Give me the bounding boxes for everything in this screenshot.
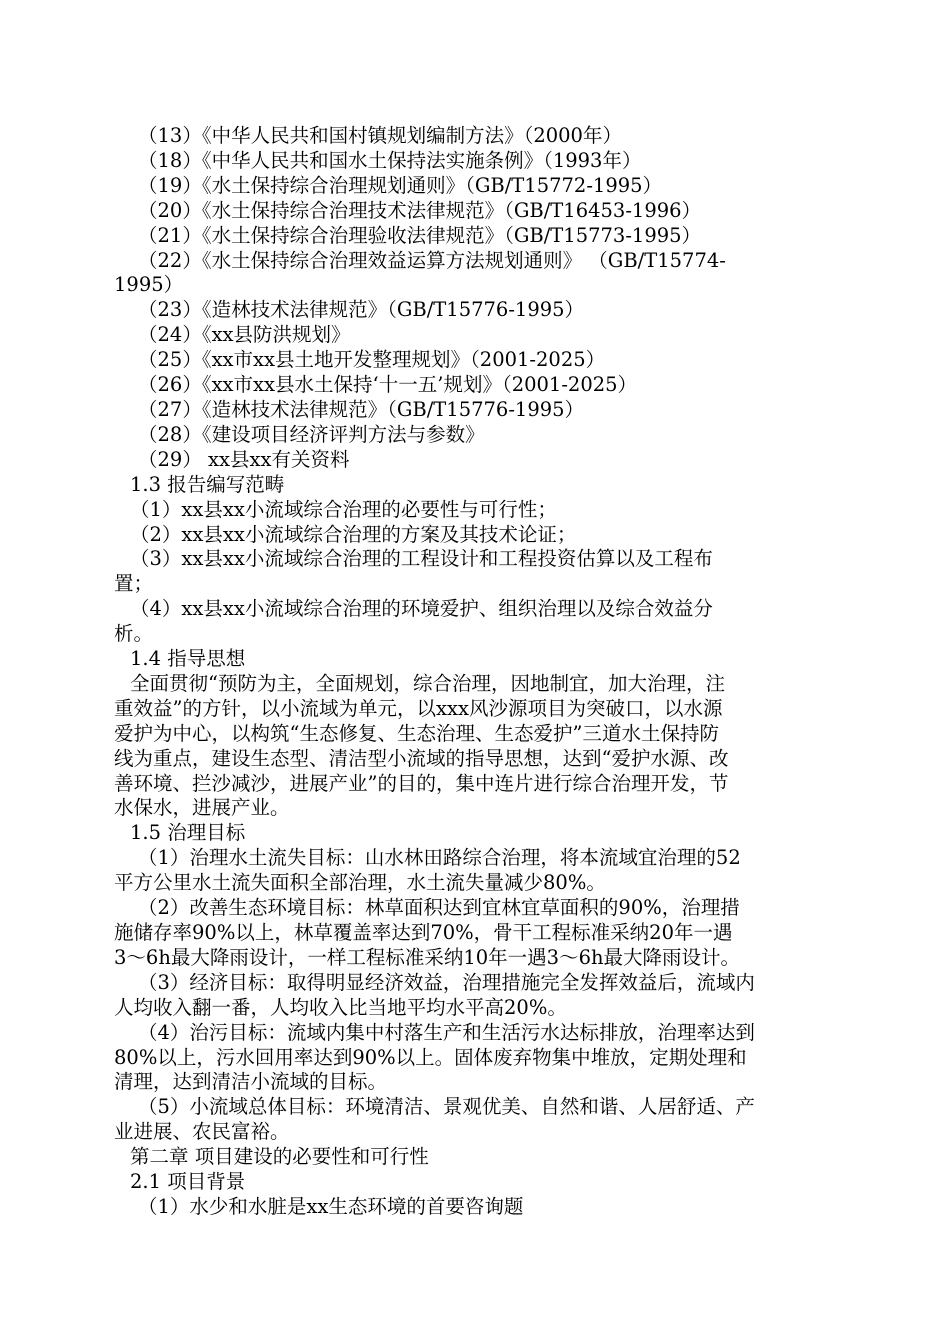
goal-item-continuation: 施储存率90%以上，林草覆盖率达到70%，骨干工程标准采纳20年一遇 bbox=[114, 921, 733, 944]
goal-item-continuation: 平方公里水土流失面积全部治理，水土流失量减少80%。 bbox=[114, 871, 606, 895]
goal-item-continuation: 业进展、农民富裕。 bbox=[114, 1120, 290, 1144]
reference-item: （18）《中华人民共和国水土保持法实施条例》（1993年） bbox=[138, 148, 642, 172]
reference-item: （24）《xx县防洪规划》 bbox=[138, 323, 351, 347]
guideline-paragraph-line: 善环境、拦沙减沙，进展产业”的目的，集中连片进行综合治理开发，节 bbox=[114, 771, 729, 795]
goal-item-continuation: 清理，达到清洁小流域的目标。 bbox=[114, 1070, 388, 1094]
reference-item: （23）《造林技术法律规范》（GB/T15776-1995） bbox=[138, 298, 585, 322]
reference-item: （21）《水土保持综合治理验收法律规范》（GB/T15773-1995） bbox=[138, 223, 702, 247]
scope-item: （1）xx县xx小流域综合治理的必要性与可行性； bbox=[130, 497, 557, 521]
guideline-paragraph-line: 重效益”的方针，以小流域为单元，以xxx风沙源项目为突破口，以水源 bbox=[114, 696, 723, 720]
guideline-paragraph-line: 水保水，进展产业。 bbox=[114, 796, 290, 820]
scope-item: （4）xx县xx小流域综合治理的环境爱护、组织治理以及综合效益分 bbox=[130, 597, 713, 621]
section-heading-1-3: 1.3 报告编写范畴 bbox=[130, 472, 285, 496]
goal-item: （2）改善生态环境目标：林草面积达到宜林宜草面积的90%，治理措 bbox=[138, 896, 740, 920]
scope-item-continuation: 置； bbox=[114, 572, 154, 596]
reference-item: （20）《水土保持综合治理技术法律规范》（GB/T16453-1996） bbox=[138, 198, 702, 222]
reference-item: （25）《xx市xx县土地开发整理规划》（2001-2025） bbox=[138, 348, 606, 372]
reference-item: （13）《中华人民共和国村镇规划编制方法》（2000年） bbox=[138, 124, 622, 147]
goal-item: （3）经济目标：取得明显经济效益，治理措施完全发挥效益后，流域内 bbox=[138, 970, 755, 994]
goal-item-continuation: 80%以上，污水回用率达到90%以上。固体废弃物集中堆放，定期处理和 bbox=[114, 1045, 747, 1069]
goal-item-continuation: 3～6h最大降雨设计，一样工程标准采纳10年一遇3～6h最大降雨设计。 bbox=[114, 945, 741, 969]
reference-item: （27）《造林技术法律规范》（GB/T15776-1995） bbox=[138, 397, 585, 421]
guideline-paragraph-line: 全面贯彻“预防为主，全面规划，综合治理，因地制宜，加大治理，注 bbox=[130, 671, 725, 695]
document-page bbox=[114, 124, 836, 1220]
goal-item: （5）小流域总体目标：环境清洁、景观优美、自然和谐、人居舒适、产 bbox=[138, 1095, 755, 1119]
reference-item: （28）《建设项目经济评判方法与参数》 bbox=[138, 422, 485, 446]
reference-item: （19）《水土保持综合治理规划通则》（GB/T15772-1995） bbox=[138, 173, 663, 197]
section-heading-1-4: 1.4 指导思想 bbox=[130, 647, 246, 671]
reference-item-continuation: 1995） bbox=[114, 273, 184, 297]
reference-item: （22）《水土保持综合治理效益运算方法规划通则》 （GB/T15774- bbox=[138, 248, 726, 272]
scope-item-continuation: 析。 bbox=[114, 622, 154, 646]
goal-item: （4）治污目标：流域内集中村落生产和生活污水达标排放，治理率达到 bbox=[138, 1020, 755, 1044]
scope-item: （2）xx县xx小流域综合治理的方案及其技术论证； bbox=[130, 522, 577, 546]
chapter-heading-2: 第二章 项目建设的必要性和可行性 bbox=[130, 1145, 429, 1169]
scope-item: （3）xx县xx小流域综合治理的工程设计和工程投资估算以及工程布 bbox=[130, 547, 713, 571]
guideline-paragraph-line: 线为重点，建设生态型、清洁型小流域的指导思想，达到“爱护水源、改 bbox=[114, 746, 729, 770]
reference-item: （26）《xx市xx县水土保持‘十一五’规划》（2001-2025） bbox=[138, 373, 638, 397]
background-item: （1）水少和水脏是xx生态环境的首要咨询题 bbox=[138, 1194, 524, 1218]
section-heading-1-5: 1.5 治理目标 bbox=[130, 821, 246, 845]
reference-item: （29） xx县xx有关资料 bbox=[138, 447, 350, 471]
goal-item-continuation: 人均收入翻一番，人均收入比当地平均水平高20%。 bbox=[114, 995, 567, 1019]
guideline-paragraph-line: 爱护为中心，以构筑“生态修复、生态治理、生态爱护”三道水土保持防 bbox=[114, 721, 719, 745]
goal-item: （1）治理水土流失目标：山水林田路综合治理，将本流域宜治理的52 bbox=[138, 846, 741, 870]
section-heading-2-1: 2.1 项目背景 bbox=[130, 1170, 246, 1194]
